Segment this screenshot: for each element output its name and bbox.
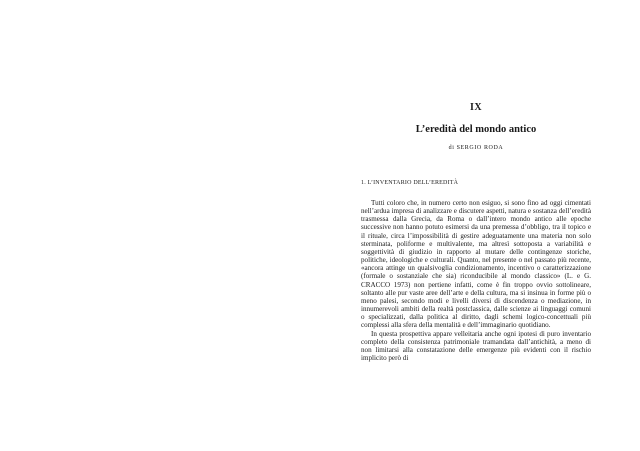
section-heading: 1. L’INVENTARIO DELL’EREDITÀ bbox=[361, 180, 459, 186]
paragraph: In questa prospettiva appare velleitaria anche ogni ipotesi di puro inventario completo della consistenza patrimoniale tramandata dall’antichità, a meno di non limitarsi alla constatazione delle emergenze più evidenti con il rischio implicito però di bbox=[361, 329, 591, 362]
chapter-author: di SERGIO RODA bbox=[448, 145, 504, 151]
book-page bbox=[361, 0, 591, 451]
chapter-title: L’eredità del mondo antico bbox=[415, 124, 537, 135]
body-text bbox=[361, 199, 591, 362]
paragraph: Tutti coloro che, in numero certo non esiguo, si sono fino ad oggi cimentati nell’ardua impresa di analizzare e discutere aspetti, natura e sostanza dell’eredità trasmessa dalla Grecia, da Roma o dall’intero mondo antico alle epoche successive non hanno potuto esimersi da una premessa d’obbligo, tra il topico e il rituale, circa l’impossibilità di gestire adeguatamente una materia non solo sterminata, poliforme e multivalente, ma altresì sottoposta a variabilità e soggettività di giudizio in rapporto al mutare delle contingenze storiche, politiche, ideologiche e culturali. Quanto, nel presente o nel passato più recente, «ancora attinge un qualsivoglia condizionamento, incentivo o caratterizzazione (formale o sostanziale che sia) riconducibile al mondo classico» (L. e G. CRACCO 1973) non pertiene infatti, come è fin troppo ovvio sottolineare, soltanto alle pur vaste aree dell’arte e della cultura, ma si insinua in forme più o meno palesi, secondo modi e livelli diversi di discendenza o mediazione, in innumerevoli ambiti della realtà postclassica, dalle scienze ai linguaggi comuni o specializzati, dalla politica al diritto, dagli schemi logico-concettuali più complessi alla sfera della mentalità e dell’immaginario quotidiano. bbox=[361, 199, 591, 330]
chapter-number: IX bbox=[469, 102, 483, 113]
